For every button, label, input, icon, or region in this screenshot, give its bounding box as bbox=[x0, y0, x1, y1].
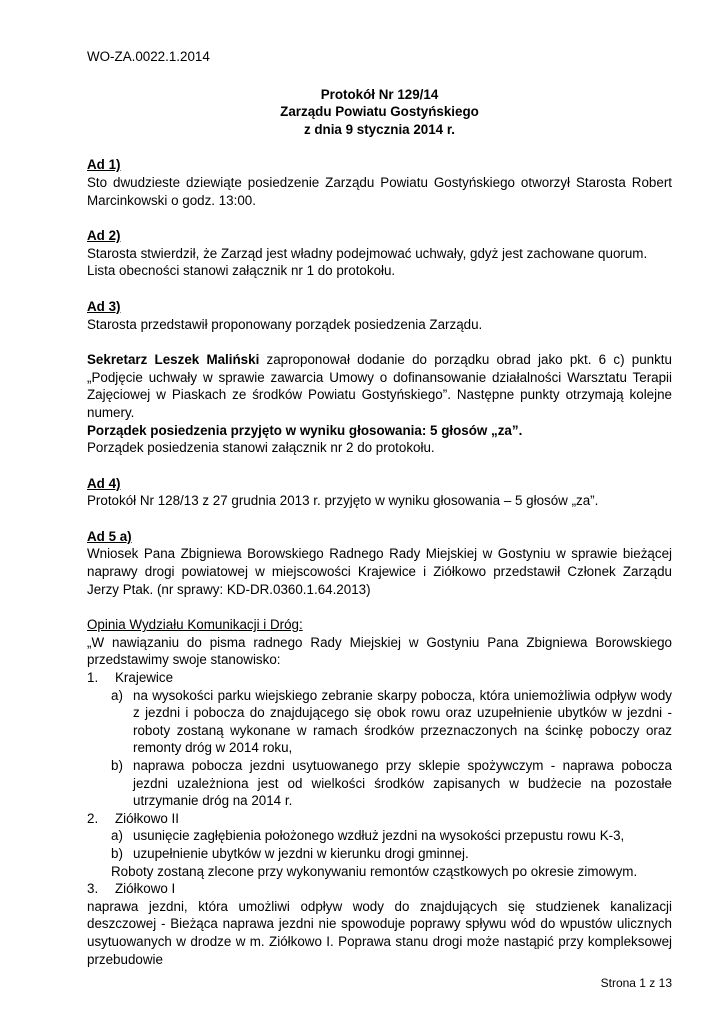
section-heading: Ad 4) bbox=[87, 475, 121, 491]
title-line-2: Zarządu Powiatu Gostyńskiego bbox=[280, 104, 479, 120]
proposal-text: zaproponował dodanie do porządku obrad jako pkt. 6 c) punktu „Podjęcie uchwały w sprawie zawarcia Umowy o dofinansowanie działalności Warsztatu Terapii Zajęciowej w Piaskach ze środków Powiatu Gostyńskiego”. Następne punkty otrzymają kolejne numery. bbox=[87, 352, 672, 420]
paragraph: Protokół Nr 128/13 z 27 grudnia 2013 r. przyjęto w wyniku głosowania – 5 głosów „za”. bbox=[87, 493, 599, 509]
paragraph: Starosta stwierdził, że Zarząd jest władny podejmować uchwały, gdyż jest zachowane quorum. bbox=[87, 245, 648, 261]
paragraph: Wniosek Pana Zbigniewa Borowskiego Radnego Rady Miejskiej w Gostyniu w sprawie bieżącej naprawy drogi powiatowej w miejscowości Krajewice i Ziółkowo przedstawił Członek Zarządu Jerzy Ptak. (nr sprawy: KD-DR.0360.1.64.2013) bbox=[87, 546, 672, 597]
section-heading: Ad 1) bbox=[87, 157, 121, 173]
paragraph: Porządek posiedzenia stanowi załącznik nr 2 do protokołu. bbox=[87, 440, 435, 456]
paragraph: naprawa jezdni, która umożliwi odpływ wody do znajdujących się studzienek kanalizacji deszczowej - Bieżąca naprawa jezdni nie spowoduje poprawy spływu wód do wpustów ulicznych usytuowanych w drodze w m. Ziółkowo I. Poprawa stanu drogi może nastąpić przy kompleksowej przebudowie bbox=[87, 898, 672, 967]
section-ad5a bbox=[87, 528, 672, 968]
title-line-3: z dnia 9 stycznia 2014 r. bbox=[303, 121, 456, 137]
opinion-heading: Opinia Wydziału Komunikacji i Dróg: bbox=[87, 617, 303, 633]
section-heading: Ad 2) bbox=[87, 228, 121, 244]
opinion-intro: „W nawiązaniu do pisma radnego Rady Miejskiej w Gostyniu Pana Zbigniewa Borowskiego przedstawimy swoje stanowisko: bbox=[87, 634, 672, 668]
title-line-1: Protokół Nr 129/14 bbox=[320, 86, 439, 102]
section-heading: Ad 3) bbox=[87, 298, 121, 314]
section-ad4 bbox=[87, 475, 672, 510]
list-item: 3. Ziółkowo I bbox=[87, 881, 176, 897]
section-ad2 bbox=[87, 227, 672, 280]
list-note: Roboty zostaną zlecone przy wykonywaniu remontów cząstkowych po okresie zimowym. bbox=[111, 863, 638, 879]
section-heading: Ad 5 a) bbox=[87, 528, 132, 544]
vote-result: Porządek posiedzenia przyjęto w wyniku głosowania: 5 głosów „za”. bbox=[87, 422, 523, 438]
sub-list-item: a) na wysokości parku wiejskiego zebranie skarpy pobocza, która uniemożliwia odpływ wody z jezdni i pobocza do znajdującego się obok rowu oraz uzupełnienie ubytków w jezdni - roboty zostaną wykonane w ramach środków przeznaczonych na ścinkę poboczy oraz remonty dróg w 2014 roku, bbox=[111, 687, 672, 756]
list-item: 2. Ziółkowo II bbox=[87, 810, 179, 826]
sub-list-item: b) naprawa pobocza jezdni usytuowanego przy sklepie spożywczym - naprawa pobocza jezdni uzależniona jest od wielkości środków zapisanych w budżecie na pozostałe utrzymanie dróg na 2014 r. bbox=[111, 758, 672, 809]
paragraph: Starosta przedstawił proponowany porządek posiedzenia Zarządu. bbox=[87, 316, 483, 332]
sub-list-item: a) usunięcie zagłębienia położonego wzdłuż jezdni na wysokości przepustu rowu K-3, bbox=[111, 828, 625, 844]
document-id: WO-ZA.0022.1.2014 bbox=[87, 49, 210, 64]
sub-list-item: b) uzupełnienie ubytków w jezdni w kierunku drogi gminnej. bbox=[111, 845, 469, 861]
paragraph: Lista obecności stanowi załącznik nr 1 do protokołu. bbox=[87, 263, 396, 279]
proposal-paragraph bbox=[87, 351, 672, 421]
paragraph: Sto dwudzieste dziewiąte posiedzenie Zarządu Powiatu Gostyńskiego otworzył Starosta Robert Marcinkowski o godz. 13:00. bbox=[87, 174, 672, 208]
list-item: 1. Krajewice bbox=[87, 670, 174, 686]
document-title bbox=[87, 86, 672, 139]
speaker-name: Sekretarz Leszek Maliński bbox=[87, 352, 260, 368]
page-number: Strona 1 z 13 bbox=[600, 976, 672, 990]
section-ad1 bbox=[87, 156, 672, 209]
section-ad3 bbox=[87, 298, 672, 457]
